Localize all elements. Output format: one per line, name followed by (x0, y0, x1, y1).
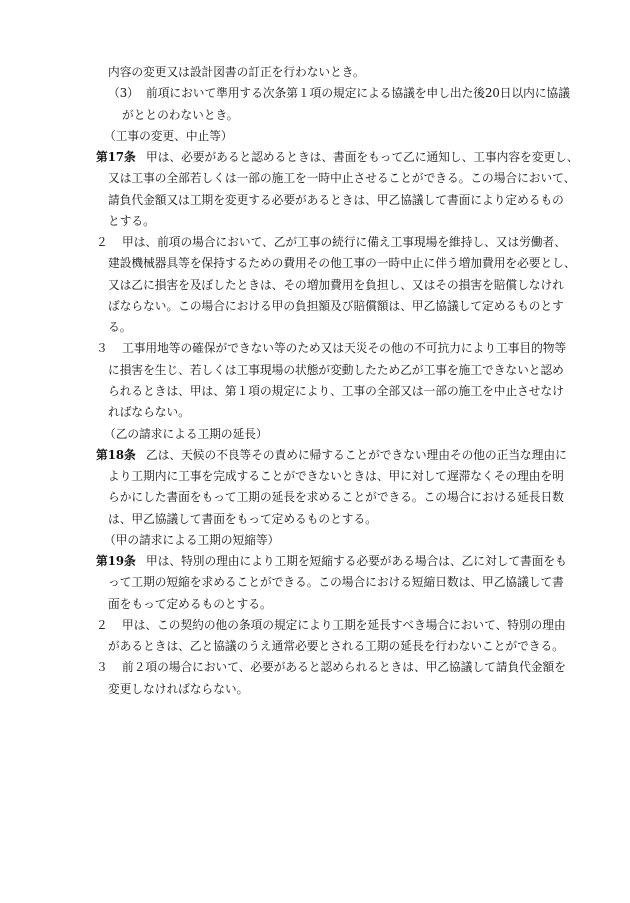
article-19-line (0, 572, 630, 593)
article-19-paragraph-2-line (0, 615, 630, 636)
article-17-paragraph-2-line (0, 317, 630, 338)
article-17-caption (0, 126, 630, 147)
continuation-line (0, 62, 630, 83)
line-text: 内容の変更又は設計図書の訂正を行わないとき。 (108, 65, 365, 79)
line-text: より工期内に工事を完成することができないときは、甲に対して遅滞なくその理由を明 (108, 469, 564, 484)
line-text: ればならない。 (108, 405, 190, 420)
article-17-paragraph-2-line (0, 275, 630, 296)
line-text: 甲は、必要があると認めるときは、書面をもって乙に通知し、工事内容を変更し、 (146, 150, 579, 165)
article-17-line (0, 147, 630, 168)
paragraph-number: ３ (96, 660, 108, 675)
line-text: 甲は、特別の理由により工期を短縮する必要がある場合は、乙に対して書面をも (146, 554, 567, 569)
article-19-paragraph-3-line (0, 657, 630, 678)
line-text: 請負代金額又は工期を変更する必要があるときは、甲乙協議して書面により定めるもの (108, 192, 564, 207)
line-text: がととのわないとき。 (122, 107, 239, 122)
line-text: る。 (108, 320, 132, 335)
line-text: られるときは、甲は、第１項の規定により、工事の全部又は一部の施工を中止させなけ (108, 383, 564, 398)
caption-text: （甲の請求による工期の短縮等） (104, 532, 280, 547)
item-3-line (0, 105, 630, 126)
article-19-line (0, 551, 630, 572)
article-17-line (0, 168, 630, 189)
line-text: に損害を生じ、若しくは工事現場の状態が変動したため乙が工事を施工できないと認め (108, 362, 564, 377)
line-text: ばならない。この場合における甲の負担額及び賠償額は、甲乙協議して定めるものとす (108, 298, 564, 313)
article-19-line (0, 594, 630, 615)
article-17-line (0, 211, 630, 232)
article-17-paragraph-2-line (0, 296, 630, 317)
line-text: があるときは、乙と協議のうえ通常必要とされる工期の延長を行わないことができる。 (108, 639, 564, 654)
article-19-caption (0, 530, 630, 551)
item-3-line (0, 83, 630, 104)
article-18-caption (0, 424, 630, 445)
paragraph-number: ２ (96, 617, 108, 632)
line-text: らかにした書面をもって工期の延長を求めることができる。この場合における延長日数 (108, 490, 564, 505)
line-text: 乙は、天候の不良等その責めに帰することができない理由その他の正当な理由に (146, 447, 567, 462)
article-number: 第17条 (96, 150, 136, 165)
line-text: 前２項の場合において、必要があると認められるときは、甲乙協議して請負代金額を (122, 660, 566, 675)
line-text: 建設機械器具等を保持するための費用その他工事の一時中止に伴う増加費用を必要とし、 (108, 256, 576, 271)
caption-text: （工事の変更、中止等） (104, 128, 233, 143)
article-18-line (0, 466, 630, 487)
article-19-paragraph-2-line (0, 636, 630, 657)
article-17-paragraph-2-line (0, 232, 630, 253)
line-text: 面をもって定めるものとする。 (108, 596, 272, 611)
line-text: とする。 (108, 213, 155, 228)
line-text: 又は工事の全部若しくは一部の施工を一時中止させることができる。この場合において、 (108, 171, 576, 186)
article-17-paragraph-2-line (0, 253, 630, 274)
article-19-paragraph-3-line (0, 679, 630, 700)
line-text: 又は乙に損害を及ぼしたときは、その増加費用を負担し、又はその損害を賠償しなけれ (108, 277, 564, 292)
article-18-line (0, 487, 630, 508)
article-number: 第19条 (96, 554, 136, 569)
article-18-line (0, 445, 630, 466)
article-17-paragraph-3-line (0, 402, 630, 423)
article-17-line (0, 190, 630, 211)
paragraph-number: ２ (96, 235, 108, 250)
item-number: （3） (108, 86, 139, 101)
line-text: 甲は、前項の場合において、乙が工事の続行に備え工事現場を維持し、又は労働者、 (122, 235, 566, 250)
article-18-line (0, 509, 630, 530)
article-17-paragraph-3-line (0, 338, 630, 359)
article-17-paragraph-3-line (0, 360, 630, 381)
line-text: は、甲乙協議して書面をもって定めるものとする。 (108, 511, 377, 526)
paragraph-number: ３ (96, 341, 108, 356)
line-text: って工期の短縮を求めることができる。この場合における短縮日数は、甲乙協議して書 (108, 575, 564, 590)
caption-text: （乙の請求による工期の延長） (104, 426, 268, 441)
line-text: 前項において準用する次条第１項の規定による協議を申し出た後20日以内に協議 (146, 86, 570, 101)
article-number: 第18条 (96, 447, 136, 462)
line-text: 甲は、この契約の他の条項の規定により工期を延長すべき場合において、特別の理由 (122, 617, 566, 632)
document-body (0, 62, 630, 700)
line-text: 工事用地等の確保ができない等のため又は天災その他の不可抗力により工事目的物等 (122, 341, 567, 356)
line-text: 変更しなければならない。 (108, 681, 249, 696)
article-17-paragraph-3-line (0, 381, 630, 402)
